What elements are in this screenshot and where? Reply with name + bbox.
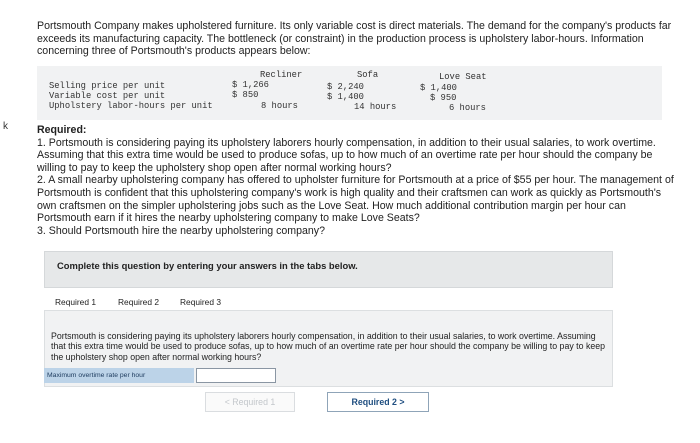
row-label-selling-price: Selling price per unit: [49, 81, 166, 91]
cell-variable-cost-recliner: $ 850: [232, 90, 259, 100]
problem-intro: Portsmouth Company makes upholstered furniture. Its only variable cost is direct materials. The demand for the company's products far exceeds its manufacturing capacity. The bottleneck (or constraint) in the production process is upholstery labor-hours. Information concerning three of Portsmouth's products appears below:: [37, 20, 672, 58]
cell-selling-price-recliner: $ 1,266: [232, 80, 269, 90]
edge-mark: k: [3, 121, 8, 132]
column-header-sofa: Sofa: [357, 70, 379, 80]
row-label-variable-cost: Variable cost per unit: [49, 91, 166, 101]
cell-selling-price-love-seat: $ 1,400: [420, 83, 457, 93]
cell-labor-hours-love-seat: 6 hours: [449, 103, 486, 113]
tab-required-1[interactable]: Required 1: [55, 297, 96, 307]
required-item-2: 2. A small nearby upholstering company has offered to upholster furniture for Portsmouth at a price of $55 per hour. The management of Portsmouth is confident that this upholstering company's work is high quality and their craftsmen can work as quickly as Portsmouth's own craftsmen on the simpler upholstering jobs such as the Love Seat. How much additional contribution margin per hour can Portsmouth earn if it hires the nearby upholstering company to make Love Seats?: [37, 174, 674, 225]
instruction-text: Complete this question by entering your answers in the tabs below.: [57, 260, 358, 271]
cell-variable-cost-sofa: $ 1,400: [327, 92, 364, 102]
overtime-rate-input[interactable]: [196, 368, 276, 383]
column-header-love-seat: Love Seat: [439, 72, 487, 82]
tab-required-2[interactable]: Required 2: [118, 297, 159, 307]
cell-labor-hours-recliner: 8 hours: [261, 101, 298, 111]
previous-required-button[interactable]: < Required 1: [205, 392, 295, 412]
instruction-box: [44, 251, 613, 288]
answer-row: [44, 368, 232, 384]
cell-variable-cost-love-seat: $ 950: [430, 93, 457, 103]
product-table: [37, 66, 662, 120]
next-required-button[interactable]: Required 2 >: [327, 392, 429, 412]
answer-label: Maximum overtime rate per hour: [44, 368, 194, 383]
required-item-1: 1. Portsmouth is considering paying its upholstery laborers hourly compensation, in addition to their usual salaries, to work overtime. Assuming that this extra time would be used to produce sofas, up to how much of an overtime rate per hour should the company be willing to pay to keep the upholstery shop open after normal working hours?: [37, 136, 656, 174]
tab-required-3[interactable]: Required 3: [180, 297, 221, 307]
cell-selling-price-sofa: $ 2,240: [327, 82, 364, 92]
panel-question-text: Portsmouth is considering paying its upholstery laborers hourly compensation, in addition to their usual salaries, to work overtime. Assuming that this extra time would be used to produce sofas, up to how much of an overtime rate per hour should the company be willing to pay to keep the upholstery shop open after normal working hours?: [51, 331, 606, 362]
row-label-labor-hours: Upholstery labor-hours per unit: [49, 101, 213, 111]
required-item-3: 3. Should Portsmouth hire the nearby upholstering company?: [37, 224, 325, 237]
cell-labor-hours-sofa: 14 hours: [354, 102, 397, 112]
required-section: [37, 124, 677, 237]
column-header-recliner: Recliner: [260, 70, 303, 80]
required-heading: Required:: [37, 124, 87, 136]
